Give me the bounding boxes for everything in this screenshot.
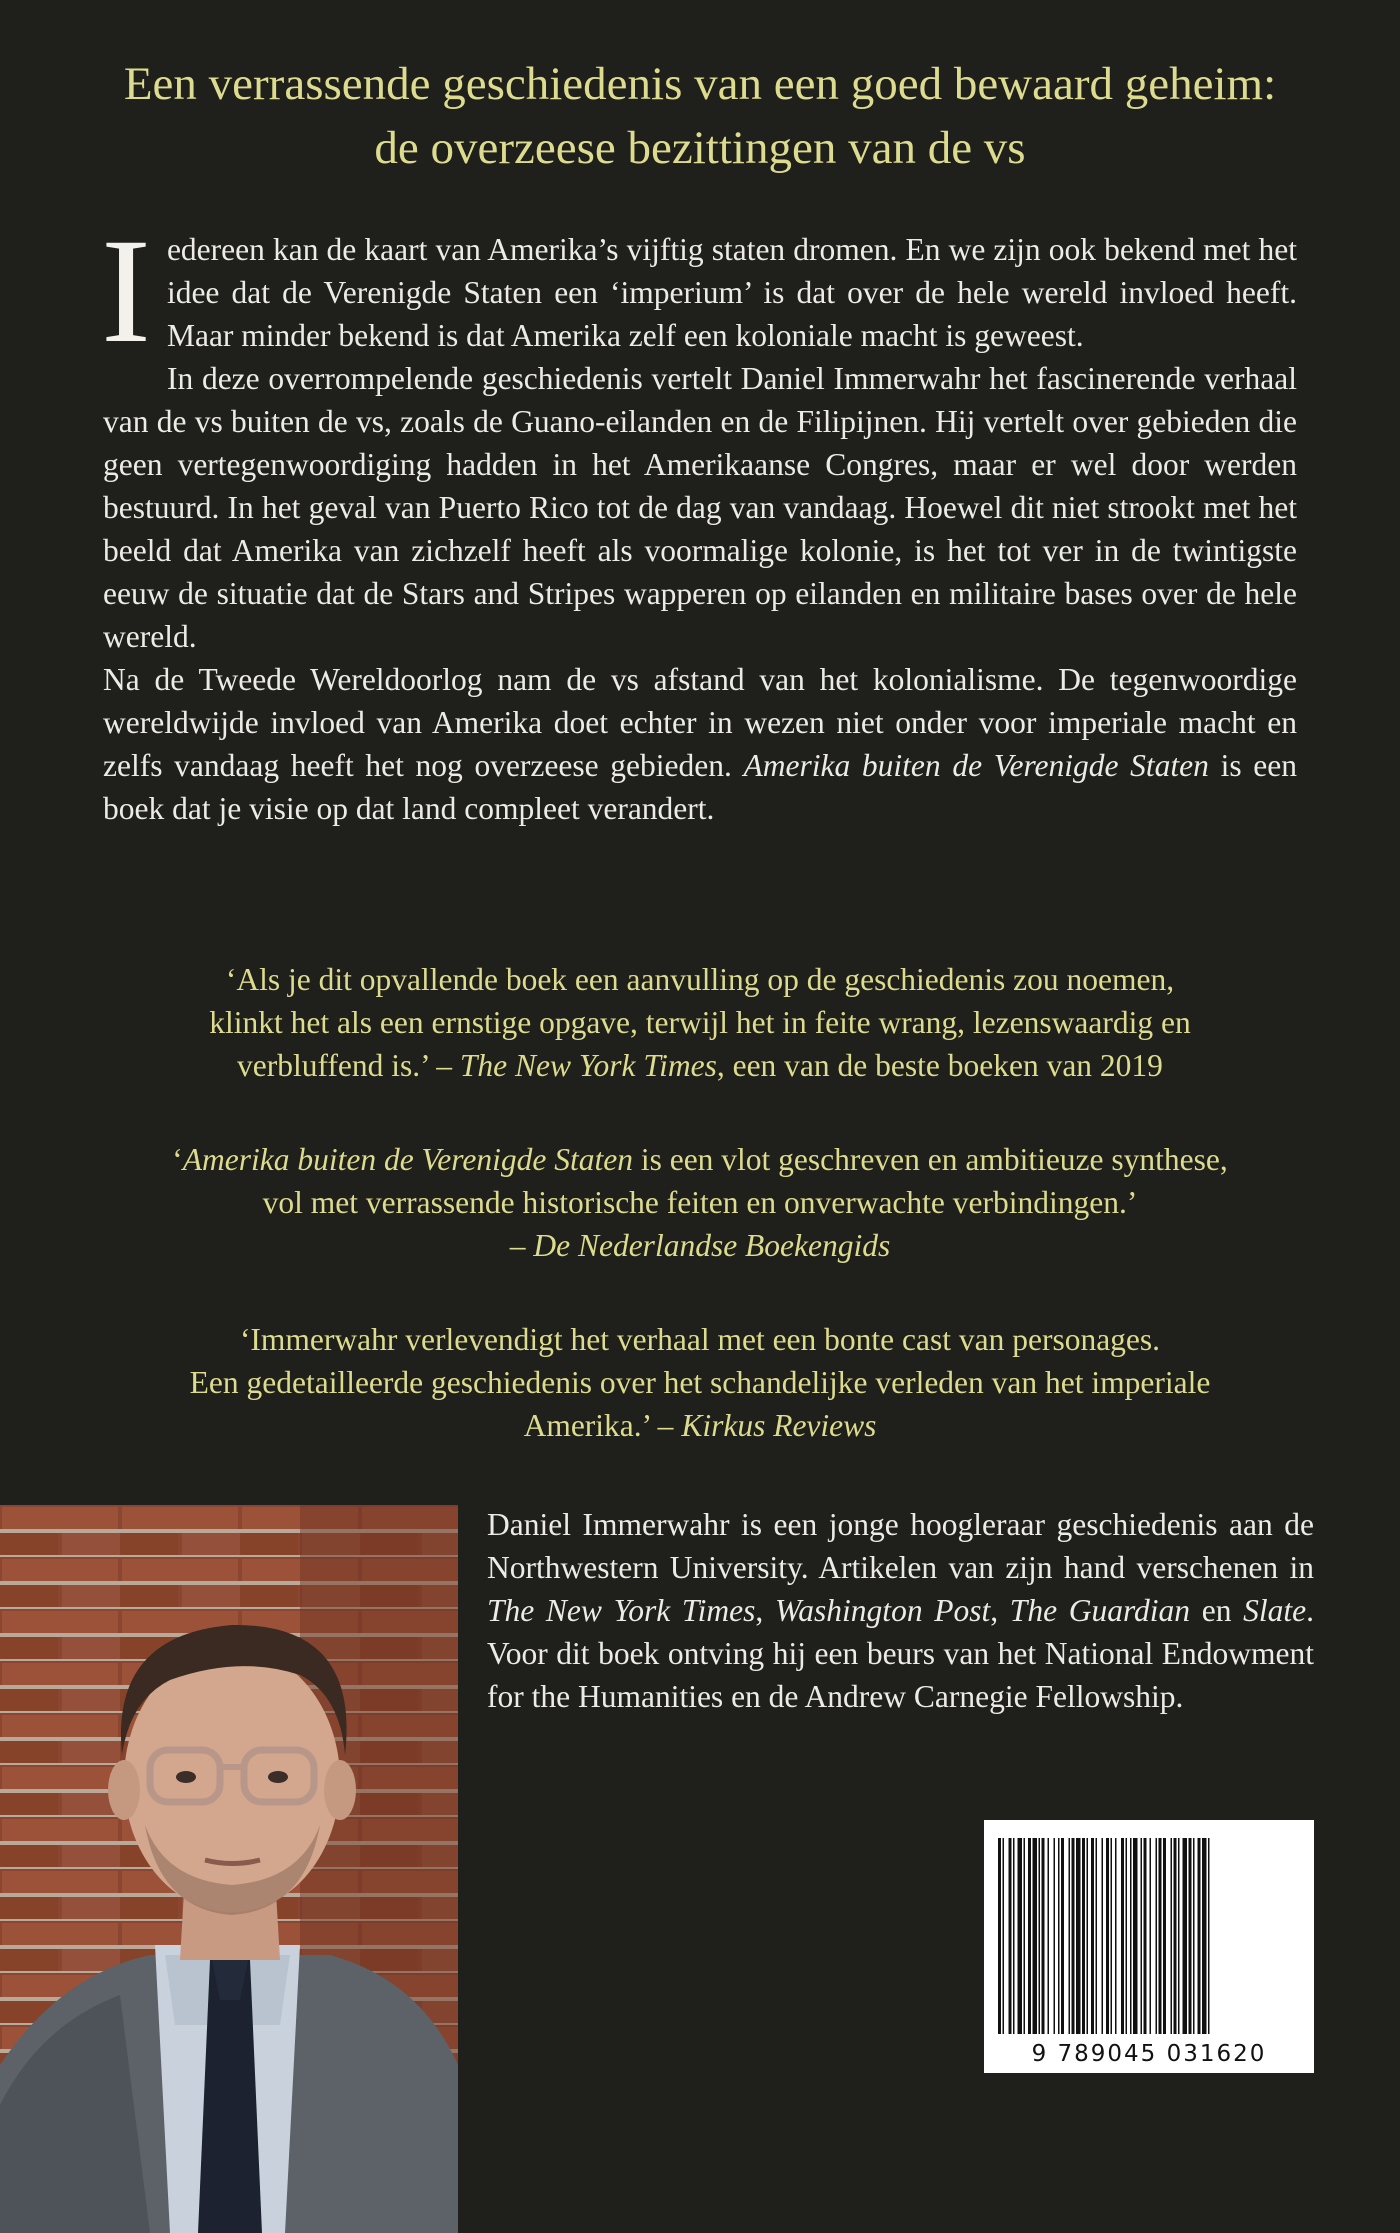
barcode-bar xyxy=(1141,1838,1143,2034)
isbn-barcode xyxy=(984,1820,1314,2073)
author-bio xyxy=(487,1503,1314,1718)
blurb-paragraph-2: In deze overrompelende geschiedenis vertelt Daniel Immerwahr het fascinerende verhaal van de vs buiten de vs, zoals de Guano-eilanden en de Filipijnen. Hij vertelt over gebieden die geen vertegenwoordiging hadden in het Amerikaanse Congres, maar er wel door werden bestuurd. In het geval van Puerto Rico tot de dag van vandaag. Hoewel dit niet strookt met het beeld dat Amerika van zichzelf heeft als voormalige kolonie, is het tot ver in de twintigste eeuw de situatie dat de Stars and Stripes wapperen op eilanden en militaire bases over de hele wereld. xyxy=(103,361,1297,654)
barcode-bar xyxy=(1082,1838,1085,2034)
barcode-bar xyxy=(1013,1838,1015,2034)
headline xyxy=(60,52,1340,180)
barcode-bars xyxy=(984,1820,1314,2073)
barcode-bar xyxy=(1144,1838,1147,2034)
quote-source: De Nederlandse Boekengids xyxy=(533,1228,891,1263)
quote-text: ‘ xyxy=(172,1142,183,1177)
barcode-bar xyxy=(1018,1838,1023,2034)
barcode-bar xyxy=(1024,1838,1026,2034)
barcode-bar xyxy=(1111,1838,1113,2034)
barcode-bar xyxy=(1102,1838,1104,2034)
barcode-bar xyxy=(1058,1838,1060,2034)
blurb-paragraph-3-text-a: Na de Tweede Wereldoorlog nam de vs afstand van het kolonialisme. De tegenwoordige wereldwijde invloed van Amerika doet echter in wezen niet onder voor imperiale macht en zelfs vandaag heeft het nog overzeese gebieden. xyxy=(103,662,1297,783)
bio-separator: , xyxy=(755,1593,775,1628)
quote-line: klinkt het als een ernstige opgave, terwijl het in feite wrang, lezenswaardig en xyxy=(209,1005,1191,1040)
quote-line xyxy=(80,1138,1320,1181)
quote-line: vol met verrassende historische feiten en onverwachte verbindingen.’ xyxy=(262,1185,1138,1220)
bio-text: . Voor dit boek ontving hij een beurs van het National Endowment for the Humanities en de Andrew Carnegie Fellowship. xyxy=(487,1593,1315,1714)
barcode-bar xyxy=(1115,1838,1117,2034)
quote-book-title: Amerika buiten de Verenigde Staten xyxy=(182,1142,633,1177)
barcode-bar xyxy=(1069,1838,1071,2034)
quote-text: , een van de beste boeken van 2019 xyxy=(716,1048,1163,1083)
barcode-bar xyxy=(1133,1838,1138,2034)
barcode-bar xyxy=(1121,1838,1124,2034)
barcode-bar xyxy=(1183,1838,1188,2034)
blurb-body xyxy=(101,208,1297,830)
barcode-bar xyxy=(1087,1838,1089,2034)
quote-dash: – xyxy=(509,1228,534,1263)
barcode-bar xyxy=(1159,1838,1162,2034)
review-quote-nyt xyxy=(80,958,1320,1087)
bio-publication-nyt: The New York Times xyxy=(487,1593,756,1628)
barcode-bar xyxy=(1130,1838,1132,2034)
drop-cap: I xyxy=(101,208,151,374)
barcode-bar xyxy=(998,1838,1001,2034)
barcode-bar xyxy=(1072,1838,1075,2034)
review-quote-boekengids xyxy=(80,1138,1320,1267)
barcode-bar xyxy=(1178,1838,1180,2034)
barcode-bar xyxy=(1096,1838,1098,2034)
barcode-bar xyxy=(1048,1838,1050,2034)
barcode-bar xyxy=(1171,1838,1173,2034)
quote-source: The New York Times xyxy=(459,1048,717,1083)
author-portrait-illustration xyxy=(0,1505,458,2233)
barcode-bar xyxy=(1163,1838,1166,2034)
barcode-bar xyxy=(1202,1838,1207,2034)
quote-line xyxy=(80,1044,1320,1087)
barcode-bar xyxy=(1091,1838,1094,2034)
barcode-bar xyxy=(1193,1838,1195,2034)
barcode-bar xyxy=(1174,1838,1177,2034)
bio-separator: , xyxy=(990,1593,1010,1628)
bio-publication-slate: Slate xyxy=(1243,1593,1307,1628)
quote-line xyxy=(80,1404,1320,1447)
barcode-bar xyxy=(1156,1838,1158,2034)
review-quote-kirkus xyxy=(80,1318,1320,1447)
barcode-bar xyxy=(1208,1838,1210,2034)
bio-text: en xyxy=(1190,1593,1244,1628)
barcode-bar xyxy=(1126,1838,1128,2034)
quote-text: Amerika.’ – xyxy=(523,1408,682,1443)
quote-text: is een vlot geschreven en ambitieuze synthese, xyxy=(632,1142,1228,1177)
blurb-paragraph-1 xyxy=(101,208,1297,374)
barcode-bar xyxy=(1076,1838,1081,2034)
isbn-number: 9 789045 031620 xyxy=(1031,2041,1267,2067)
bio-publication-guardian: The Guardian xyxy=(1009,1593,1191,1628)
headline-line-1: Een verrassende geschiedenis van een goed bewaard geheim: xyxy=(123,58,1277,110)
barcode-bar xyxy=(1054,1838,1056,2034)
barcode-bar xyxy=(1028,1838,1031,2034)
headline-line-2: de overzeese bezittingen van de vs xyxy=(374,122,1026,174)
bio-publication-wp: Washington Post xyxy=(774,1593,991,1628)
author-photo xyxy=(0,1505,458,2233)
quote-line xyxy=(80,1224,1320,1267)
blurb-paragraph-3-text-b: is een boek dat je visie op dat land compleet verandert. xyxy=(103,748,1297,826)
barcode-bar xyxy=(1033,1838,1038,2034)
quote-line: ‘Als je dit opvallende boek een aanvulling op de geschiedenis zou noemen, xyxy=(225,962,1175,997)
blurb-paragraph-3 xyxy=(103,658,1297,830)
barcode-bar xyxy=(1198,1838,1201,2034)
barcode-bar xyxy=(1150,1838,1152,2034)
bio-text: Daniel Immerwahr is een jonge hoogleraar geschiedenis aan de Northwestern University. Artikelen van zijn hand verschenen in xyxy=(487,1507,1314,1585)
quote-source: Kirkus Reviews xyxy=(681,1408,877,1443)
book-title-italic: Amerika buiten de Verenigde Staten xyxy=(743,748,1209,783)
quote-line: ‘Immerwahr verlevendigt het verhaal met een bonte cast van personages. xyxy=(239,1322,1161,1357)
barcode-bar xyxy=(1106,1838,1109,2034)
barcode-bar xyxy=(1189,1838,1192,2034)
blurb-paragraph-1-text: edereen kan de kaart van Amerika’s vijftig staten dromen. En we zijn ook bekend met het idee dat de Verenigde Staten een ‘imperium’ is dat over de hele wereld invloed heeft. Maar minder bekend is dat Amerika zelf een koloniale macht is geweest. xyxy=(166,232,1297,353)
barcode-bar xyxy=(1061,1838,1064,2034)
barcode-bar xyxy=(1003,1838,1005,2034)
barcode-bar xyxy=(1009,1838,1012,2034)
barcode-bar xyxy=(1039,1838,1041,2034)
quote-text: verbluffend is.’ – xyxy=(237,1048,460,1083)
quote-line: Een gedetailleerde geschiedenis over het schandelijke verleden van het imperiale xyxy=(189,1365,1211,1400)
barcode-bar xyxy=(1042,1838,1045,2034)
